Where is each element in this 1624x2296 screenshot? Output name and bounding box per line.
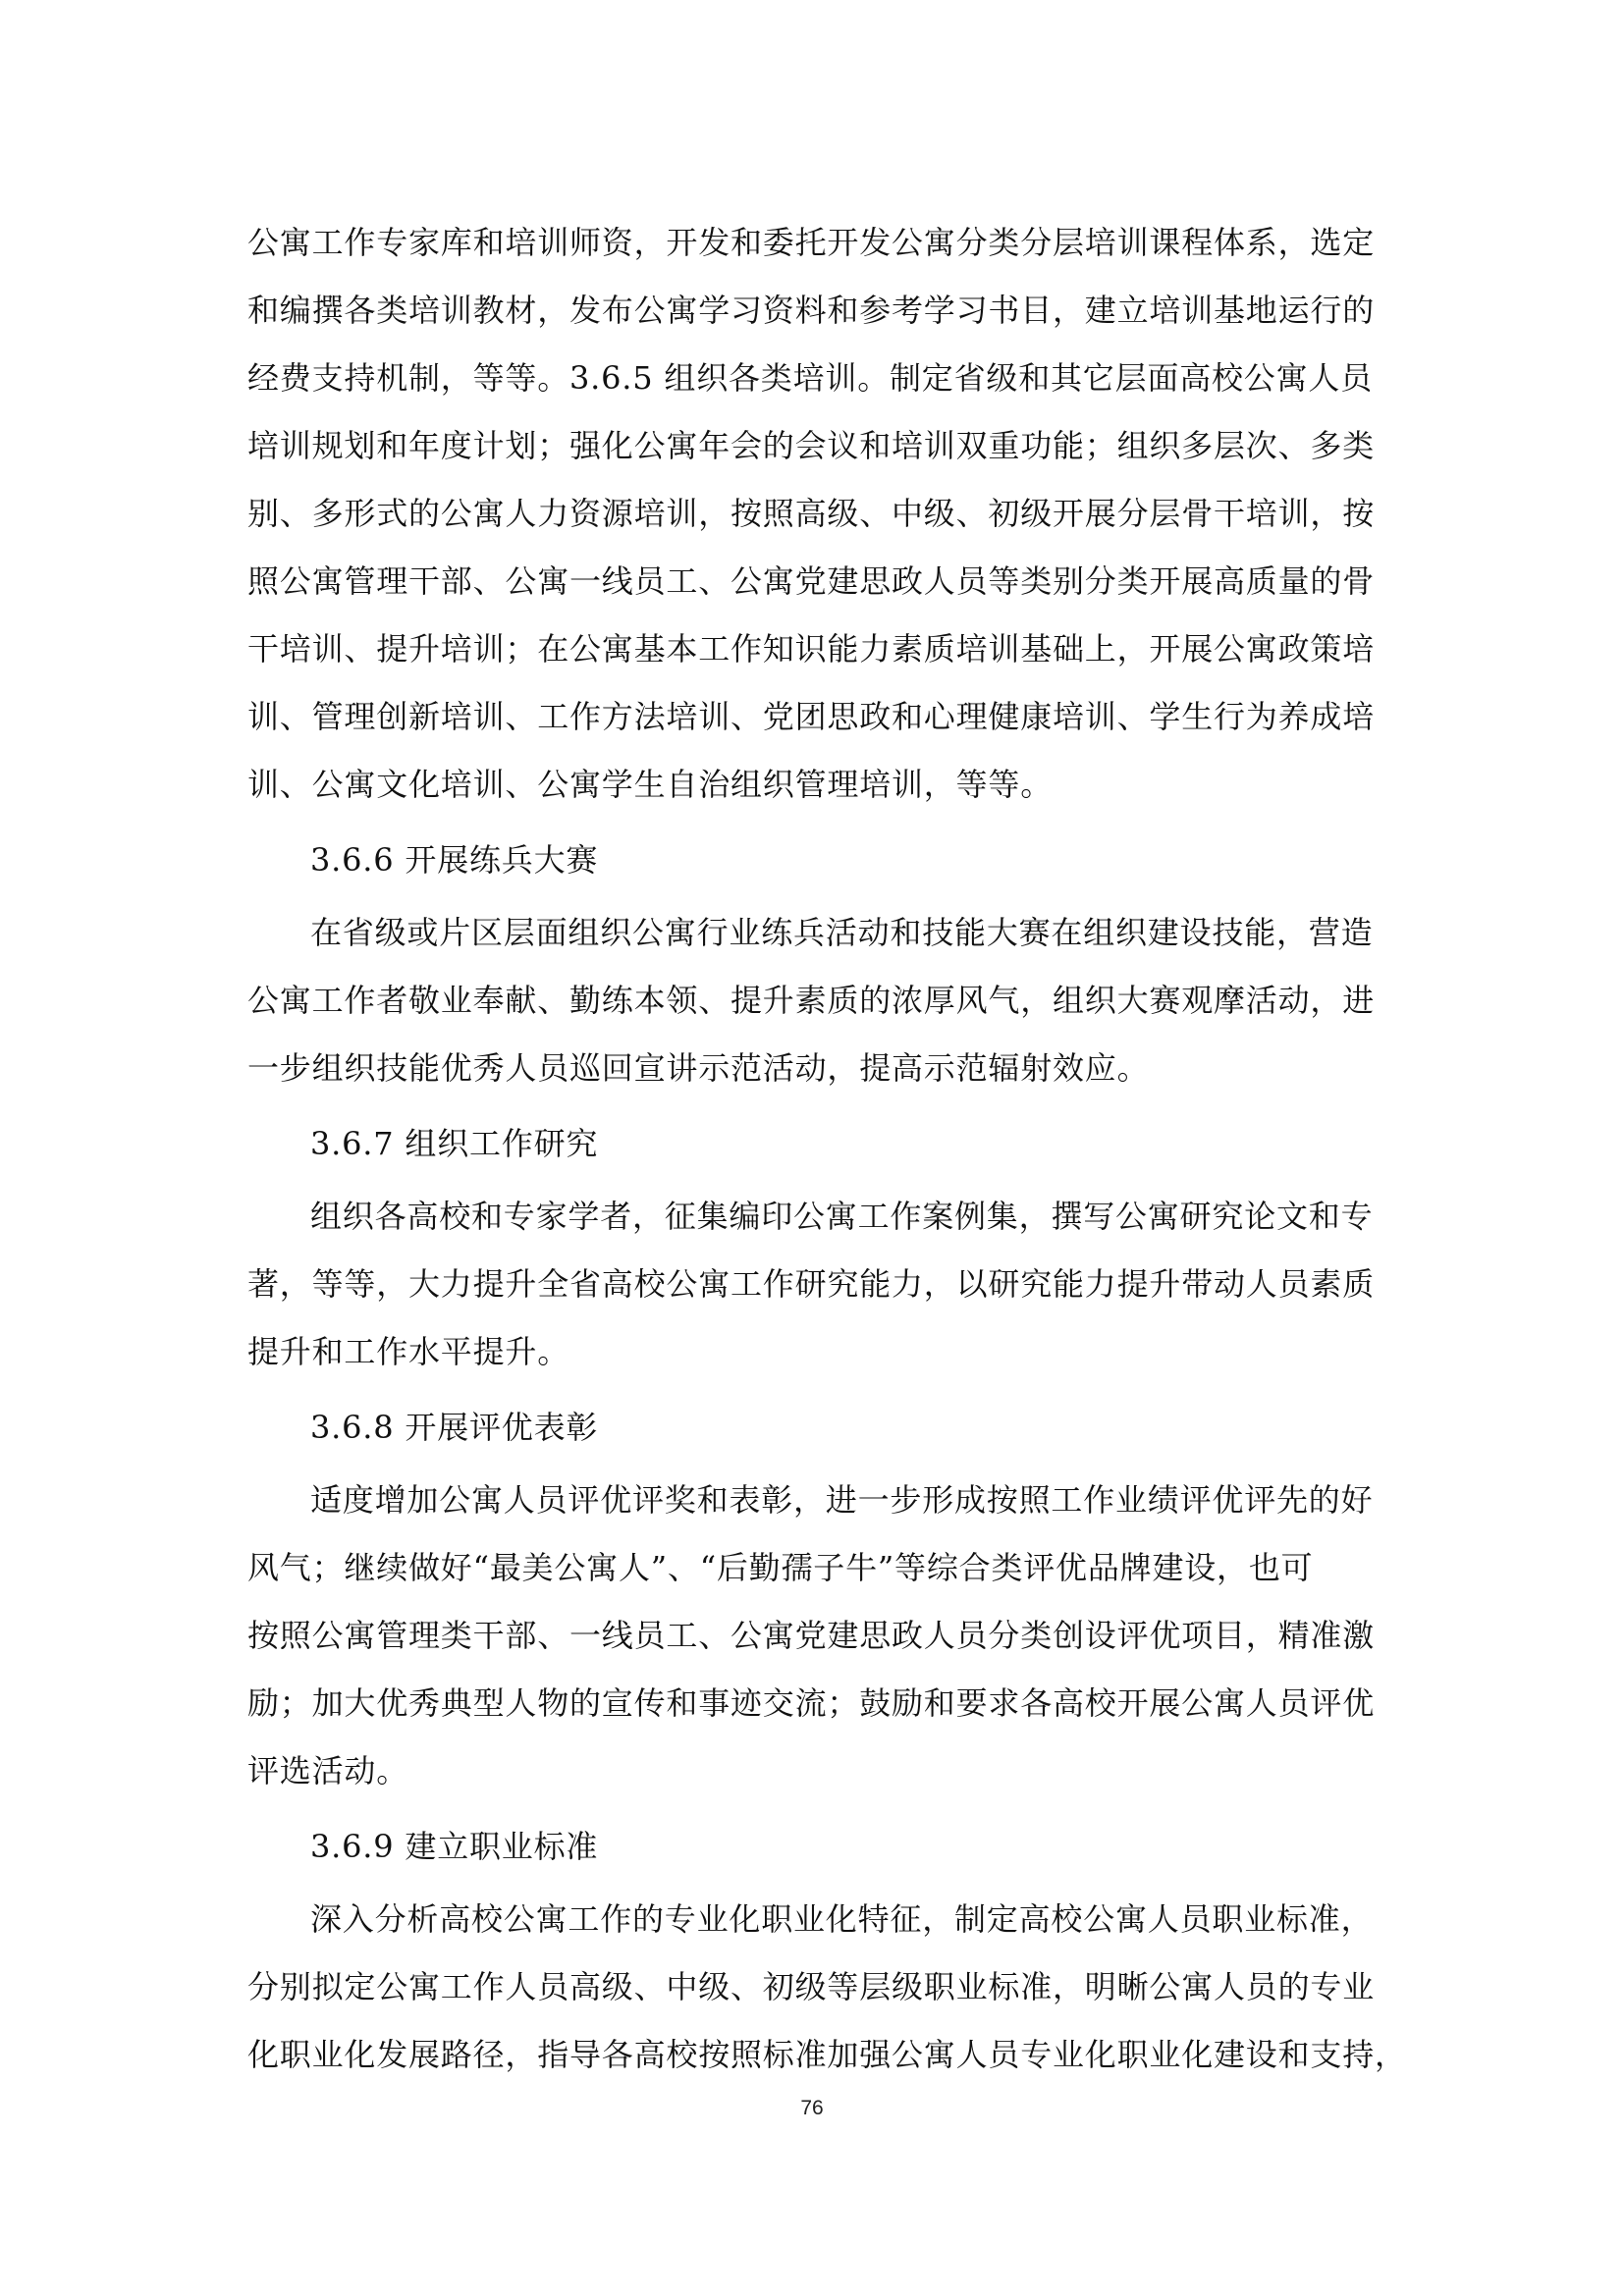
section-heading: 3.6.6 开展练兵大赛	[310, 841, 599, 879]
text-line: 照公寓管理干部、公寓一线员工、公寓党建思政人员等类别分类开展高质量的骨	[247, 562, 1376, 600]
text-line: 著，等等，大力提升全省高校公寓工作研究能力，以研究能力提升带动人员素质	[247, 1265, 1376, 1303]
text-line: 励；加大优秀典型人物的宣传和事迹交流；鼓励和要求各高校开展公寓人员评优	[247, 1684, 1376, 1722]
text-line: 组织各高校和专家学者，征集编印公寓工作案例集，撰写公寓研究论文和专	[310, 1198, 1374, 1235]
text-line: 干培训、提升培训；在公寓基本工作知识能力素质培训基础上，开展公寓政策培	[247, 630, 1376, 667]
text-line: 别、多形式的公寓人力资源培训，按照高级、中级、初级开展分层骨干培训，按	[247, 495, 1376, 532]
text-line: 在省级或片区层面组织公寓行业练兵活动和技能大赛在组织建设技能，营造	[310, 914, 1374, 951]
text-line: 化职业化发展路径，指导各高校按照标准加强公寓人员专业化职业化建设和支持，	[247, 2036, 1407, 2073]
text-line: 训、公寓文化培训、公寓学生自治组织管理培训，等等。	[247, 766, 1054, 803]
text-line: 提升和工作水平提升。	[247, 1333, 570, 1370]
text-line: 一步组织技能优秀人员巡回宣讲示范活动，提高示范辐射效应。	[247, 1049, 1150, 1087]
text-line: 分别拟定公寓工作人员高级、中级、初级等层级职业标准，明晰公寓人员的专业	[247, 1968, 1376, 2005]
section-heading: 3.6.7 组织工作研究	[310, 1125, 599, 1162]
text-line: 按照公寓管理类干部、一线员工、公寓党建思政人员分类创设评优项目，精准激	[247, 1617, 1376, 1654]
text-line: 训、管理创新培训、工作方法培训、党团思政和心理健康培训、学生行为养成培	[247, 698, 1376, 735]
text-line: 培训规划和年度计划；强化公寓年会的会议和培训双重功能；组织多层次、多类	[247, 427, 1376, 464]
text-line: 深入分析高校公寓工作的专业化职业化特征，制定高校公寓人员职业标准，	[310, 1900, 1374, 1938]
text-line: 和编撰各类培训教材，发布公寓学习资料和参考学习书目，建立培训基地运行的	[247, 292, 1376, 329]
section-heading: 3.6.9 建立职业标准	[310, 1828, 599, 1865]
text-line: 适度增加公寓人员评优评奖和表彰，进一步形成按照工作业绩评优评先的好	[310, 1481, 1374, 1519]
text-line: 公寓工作专家库和培训师资，开发和委托开发公寓分类分层培训课程体系，选定	[247, 224, 1376, 261]
text-line: 风气；继续做好“最美公寓人”、“后勤孺子牛”等综合类评优品牌建设，也可	[247, 1549, 1314, 1586]
text-line: 经费支持机制，等等。3.6.5 组织各类培训。制定省级和其它层面高校公寓人员	[247, 359, 1373, 397]
page-number: 76	[800, 2097, 824, 2119]
section-heading: 3.6.8 开展评优表彰	[310, 1409, 599, 1446]
text-line: 公寓工作者敬业奉献、勤练本领、提升素质的浓厚风气，组织大赛观摩活动，进	[247, 982, 1376, 1019]
text-line: 评选活动。	[247, 1752, 409, 1789]
